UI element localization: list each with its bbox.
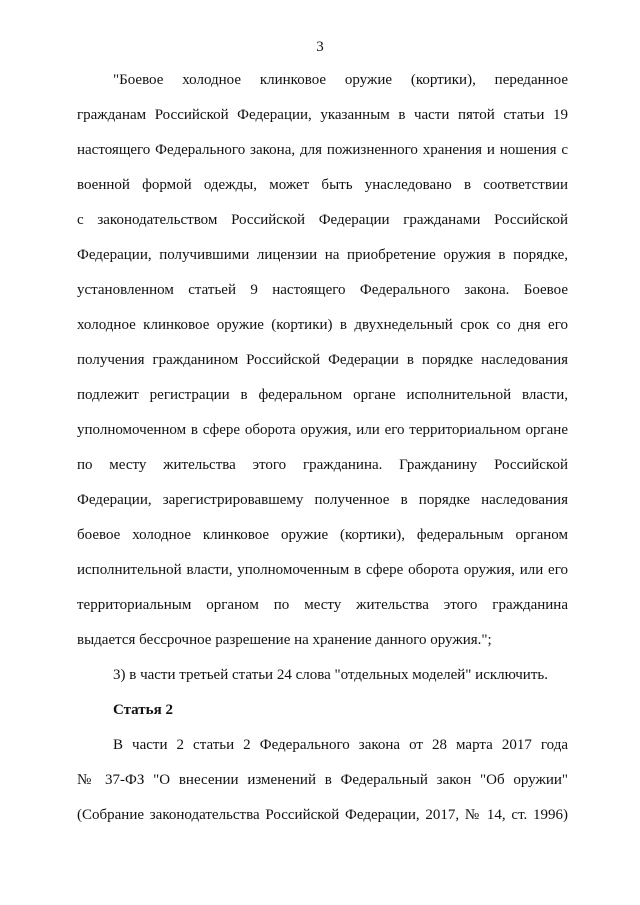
paragraph-line: подлежит регистрации в федеральном органе исполнительной власти, <box>77 387 568 403</box>
paragraph-line: В части 2 статьи 2 Федерального закона от 28 марта 2017 года <box>113 737 568 753</box>
paragraph-line: исполнительной власти, уполномоченным в сфере оборота оружия, или его <box>77 562 568 578</box>
paragraph-line: военной формой одежды, может быть унаследовано в соответствии <box>77 177 568 193</box>
page-number: 3 <box>316 39 324 55</box>
paragraph-line: уполномоченном в сфере оборота оружия, или его территориальном органе <box>77 422 568 438</box>
paragraph-line: боевое холодное клинковое оружие (кортики), федеральным органом <box>77 527 568 543</box>
paragraph-line: по месту жительства этого гражданина. Гражданину Российской <box>77 457 568 473</box>
paragraph-line: "Боевое холодное клинковое оружие (кортики), переданное <box>113 72 568 88</box>
paragraph-line: Федерации, зарегистрировавшему полученное в порядке наследования <box>77 492 568 508</box>
paragraph-line: № 37-ФЗ "О внесении изменений в Федеральный закон "Об оружии" <box>77 772 568 788</box>
paragraph-line: гражданам Российской Федерации, указанным в части пятой статьи 19 <box>77 107 568 123</box>
paragraph-line: (Собрание законодательства Российской Федерации, 2017, № 14, ст. 1996) <box>77 807 568 823</box>
item-3-text: 3) в части третьей статьи 24 слова "отдельных моделей" исключить. <box>113 667 548 683</box>
paragraph-line: Федерации, получившими лицензии на приобретение оружия в порядке, <box>77 247 568 263</box>
paragraph-line: холодное клинковое оружие (кортики) в двухнедельный срок со дня его <box>77 317 568 333</box>
paragraph-line: с законодательством Российской Федерации гражданами Российской <box>77 212 568 228</box>
paragraph-line: установленном статьей 9 настоящего Федерального закона. Боевое <box>77 282 568 298</box>
paragraph-line: территориальным органом по месту жительства этого гражданина <box>77 597 568 613</box>
paragraph-line: получения гражданином Российской Федерации в порядке наследования <box>77 352 568 368</box>
paragraph-line: выдается бессрочное разрешение на хранение данного оружия."; <box>77 632 492 648</box>
article-2-heading: Статья 2 <box>113 702 173 718</box>
paragraph-line: настоящего Федерального закона, для пожизненного хранения и ношения с <box>77 142 568 158</box>
